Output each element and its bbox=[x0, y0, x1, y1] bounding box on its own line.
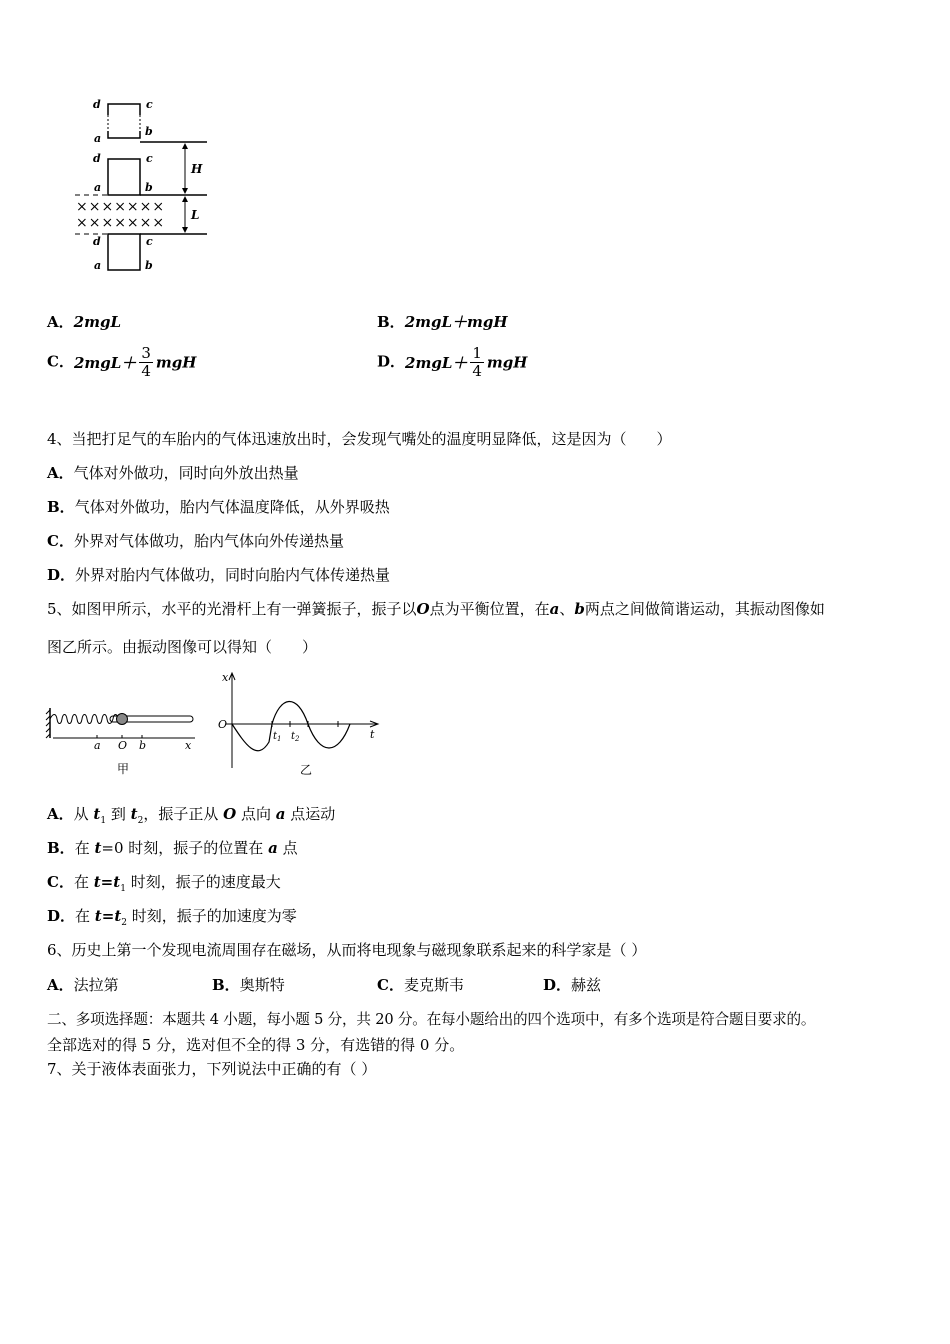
var-t: t bbox=[113, 873, 121, 891]
option-text: 2mgL bbox=[73, 313, 121, 331]
label-a2: a bbox=[94, 181, 102, 194]
label-t-axis: t bbox=[370, 728, 375, 741]
q5-stem-line2: 图乙所示。由振动图像可以得知（ ） bbox=[47, 638, 318, 656]
q4-option-c[interactable] bbox=[47, 530, 344, 551]
q4-option-d[interactable] bbox=[47, 564, 390, 585]
caption-yi: 乙 bbox=[300, 763, 313, 777]
q3-option-d[interactable] bbox=[377, 345, 527, 380]
oscillation-curve bbox=[232, 701, 350, 750]
option-text: 奥斯特 bbox=[239, 976, 285, 994]
option-text: 在 bbox=[75, 907, 95, 925]
q3-option-b[interactable] bbox=[377, 311, 508, 332]
option-letter: D． bbox=[377, 352, 406, 371]
label-t1-sub: 1 bbox=[277, 735, 282, 743]
option-text: 外界对气体做功，胎内气体向外传递热量 bbox=[73, 532, 344, 550]
point-a: a bbox=[275, 805, 286, 823]
option-letter: B． bbox=[47, 839, 75, 857]
option-text: 点 bbox=[277, 839, 298, 857]
q6-option-b[interactable] bbox=[212, 974, 285, 995]
q6-stem: 6、历史上第一个发现电流周围存在磁场，从而将电现象与磁现象联系起来的科学家是（ ） bbox=[47, 941, 647, 959]
q5-option-b[interactable] bbox=[47, 837, 298, 858]
q7-stem: 7、关于液体表面张力，下列说法中正确的有（ ） bbox=[47, 1060, 377, 1078]
label-c1: c bbox=[146, 98, 153, 111]
label-b2: b bbox=[145, 181, 153, 194]
label-x: x bbox=[185, 739, 192, 752]
label-b1: b bbox=[145, 125, 153, 138]
var-t: t bbox=[93, 805, 101, 823]
option-letter: D． bbox=[543, 976, 572, 994]
label-d3: d bbox=[93, 235, 101, 248]
option-text: 法拉第 bbox=[73, 976, 119, 994]
label-x-axis: x bbox=[222, 671, 229, 684]
label-H: H bbox=[191, 162, 203, 176]
q3-option-a[interactable] bbox=[47, 311, 121, 332]
option-letter: B． bbox=[212, 976, 240, 994]
label-t2: t bbox=[291, 731, 296, 742]
q6-option-c[interactable] bbox=[377, 974, 464, 995]
option-letter: A． bbox=[47, 464, 74, 482]
label-a3: a bbox=[94, 259, 102, 272]
point-b: b bbox=[574, 600, 585, 618]
option-text: 气体对外做功，同时向外放出热量 bbox=[73, 464, 299, 482]
var-t: t bbox=[114, 907, 122, 925]
q5-figure-yi bbox=[212, 668, 387, 783]
q4-stem: 4、当把打足气的车胎内的气体迅速放出时，会发现气嘴处的温度明显降低，这是因为（ ） bbox=[47, 430, 672, 448]
field-cross-row-1: ××××××× bbox=[76, 199, 166, 215]
fraction-numerator: 1 bbox=[472, 344, 482, 362]
option-text: ，振子正从 bbox=[143, 805, 224, 823]
q3-option-c[interactable] bbox=[47, 345, 196, 380]
option-letter: D． bbox=[47, 907, 76, 925]
label-b3: b bbox=[145, 259, 153, 272]
label-origin: O bbox=[218, 718, 228, 731]
option-text: 麦克斯韦 bbox=[403, 976, 464, 994]
option-text: 点运动 bbox=[285, 805, 336, 823]
option-letter: B． bbox=[377, 313, 405, 331]
option-text: 到 bbox=[106, 805, 131, 823]
q6-option-d[interactable] bbox=[543, 974, 601, 995]
option-letter: C． bbox=[47, 352, 74, 371]
label-a: a bbox=[94, 739, 101, 752]
option-letter: C． bbox=[47, 873, 74, 891]
loop-middle bbox=[108, 159, 140, 195]
option-text: 从 bbox=[73, 805, 94, 823]
stem-separator: 、 bbox=[559, 600, 575, 618]
option-text: 外界对胎内气体做功，同时向胎内气体传递热量 bbox=[75, 566, 391, 584]
var-t: t bbox=[94, 839, 102, 857]
var-t: t bbox=[94, 907, 102, 925]
loop-top bbox=[108, 104, 140, 138]
option-text-post: mgH bbox=[486, 353, 528, 372]
option-text: 在 bbox=[74, 839, 95, 857]
fraction bbox=[139, 345, 153, 380]
point-O: O bbox=[416, 600, 430, 618]
q4-option-a[interactable] bbox=[47, 462, 299, 483]
option-text: 点向 bbox=[236, 805, 276, 823]
label-t1: t bbox=[273, 731, 278, 742]
option-letter: C． bbox=[377, 976, 404, 994]
equals-sign: = bbox=[100, 873, 114, 891]
fraction bbox=[470, 345, 484, 380]
label-d2: d bbox=[93, 152, 101, 165]
label-L: L bbox=[191, 208, 200, 222]
option-letter: B． bbox=[47, 498, 75, 516]
label-c3: c bbox=[146, 235, 153, 248]
point-a: a bbox=[549, 600, 560, 618]
subscript: 1 bbox=[120, 884, 126, 894]
loop-bottom bbox=[108, 234, 140, 270]
stem-text: 点为平衡位置，在 bbox=[429, 600, 550, 618]
var-t: t bbox=[130, 805, 138, 823]
point-O: O bbox=[223, 805, 237, 823]
label-a1: a bbox=[94, 132, 102, 145]
q4-option-b[interactable] bbox=[47, 496, 390, 517]
fraction-denominator: 4 bbox=[141, 362, 151, 380]
option-text-pre: 2mgL＋ bbox=[73, 354, 137, 372]
q5-figure-jia bbox=[45, 700, 205, 780]
q3-figure bbox=[70, 95, 215, 275]
section2-heading-line1: 二、多项选择题：本题共 4 小题，每小题 5 分，共 20 分。在每小题给出的四个选项中，有多个选项是符合题目要求的。 bbox=[47, 1011, 816, 1028]
fraction-numerator: 3 bbox=[141, 344, 151, 362]
option-letter: A． bbox=[47, 313, 74, 331]
point-a: a bbox=[268, 839, 278, 857]
label-t2-sub: 2 bbox=[295, 735, 300, 743]
q6-option-a[interactable] bbox=[47, 974, 119, 995]
label-O: O bbox=[118, 739, 128, 752]
fraction-denominator: 4 bbox=[472, 362, 482, 380]
subscript: 2 bbox=[121, 918, 127, 928]
subscript: 2 bbox=[137, 816, 144, 826]
stem-text: 两点之间做简谐运动，其振动图像如 bbox=[584, 600, 825, 618]
option-text: 赫兹 bbox=[571, 976, 602, 994]
q5-option-d[interactable] bbox=[47, 905, 297, 928]
field-cross-row-2: ××××××× bbox=[76, 215, 166, 231]
option-text: 气体对外做功，胎内气体温度降低，从外界吸热 bbox=[74, 498, 390, 516]
option-text: 时刻，振子的速度最大 bbox=[125, 873, 281, 891]
option-letter: C． bbox=[47, 532, 74, 550]
option-letter: A． bbox=[47, 805, 74, 823]
option-letter: A． bbox=[47, 976, 74, 994]
equals-sign: = bbox=[101, 907, 115, 925]
label-b: b bbox=[139, 739, 147, 752]
caption-jia: 甲 bbox=[117, 762, 130, 776]
q5-option-a[interactable] bbox=[47, 803, 335, 826]
label-d1: d bbox=[93, 98, 101, 111]
section2-heading-line2: 全部选对的得 5 分，选对但不全的得 3 分，有选错的得 0 分。 bbox=[47, 1036, 465, 1054]
option-text-post: mgH bbox=[155, 353, 197, 372]
option-text: 时刻，振子的加速度为零 bbox=[126, 907, 297, 925]
svg-text:t1 bbox=[273, 731, 282, 743]
option-text: =0 时刻，振子的位置在 bbox=[101, 839, 269, 857]
option-letter: D． bbox=[47, 566, 76, 584]
subscript: 1 bbox=[100, 816, 107, 826]
q5-stem-line1 bbox=[47, 598, 825, 619]
option-text-pre: 2mgL＋ bbox=[405, 354, 468, 372]
option-text: 在 bbox=[73, 873, 94, 891]
svg-text:t2 bbox=[291, 731, 300, 743]
label-c2: c bbox=[146, 152, 153, 165]
q5-option-c[interactable] bbox=[47, 871, 281, 894]
stem-text: 5、如图甲所示，水平的光滑杆上有一弹簧振子，振子以 bbox=[47, 600, 417, 618]
var-t: t bbox=[93, 873, 101, 891]
option-text: 2mgL＋mgH bbox=[404, 313, 508, 331]
